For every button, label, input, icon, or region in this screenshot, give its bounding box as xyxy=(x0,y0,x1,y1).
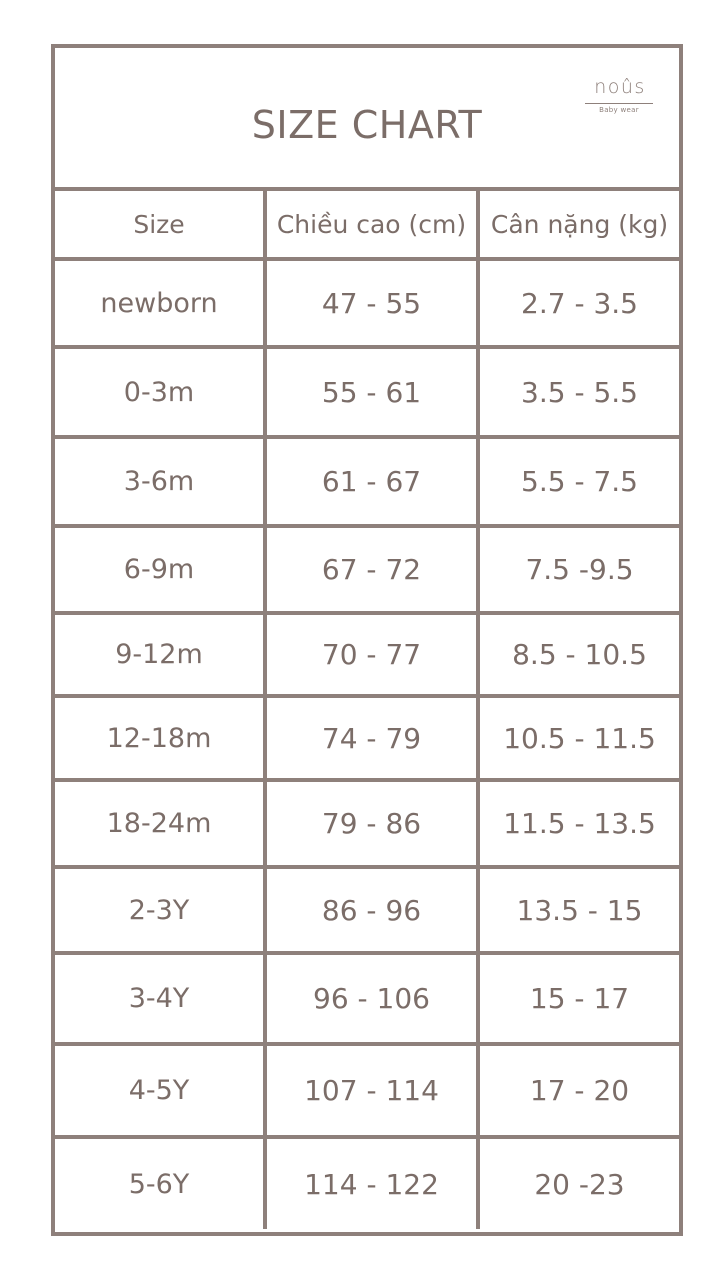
cell-weight: 15 - 17 xyxy=(478,953,679,1044)
cell-size: 9-12m xyxy=(55,613,265,696)
cell-height: 74 - 79 xyxy=(265,696,478,780)
cell-height: 67 - 72 xyxy=(265,526,478,613)
cell-weight: 3.5 - 5.5 xyxy=(478,347,679,437)
table-row xyxy=(55,780,679,867)
table-row xyxy=(55,347,679,437)
cell-height: 114 - 122 xyxy=(265,1137,478,1229)
chart-title: SIZE CHART xyxy=(251,103,483,147)
cell-weight: 11.5 - 13.5 xyxy=(478,780,679,867)
cell-size: 3-4Y xyxy=(55,953,265,1044)
title-box xyxy=(55,48,679,191)
table-row xyxy=(55,1137,679,1229)
table-row xyxy=(55,1044,679,1137)
header-height: Chiều cao (cm) xyxy=(265,191,478,259)
logo-divider xyxy=(585,103,653,104)
cell-size: 4-5Y xyxy=(55,1044,265,1137)
table-row xyxy=(55,867,679,953)
size-table xyxy=(55,191,679,1229)
cell-size: 18-24m xyxy=(55,780,265,867)
cell-weight: 7.5 -9.5 xyxy=(478,526,679,613)
brand-logo xyxy=(585,76,655,118)
table-row xyxy=(55,259,679,347)
header-weight: Cân nặng (kg) xyxy=(478,191,679,259)
table-row xyxy=(55,696,679,780)
table-row xyxy=(55,437,679,526)
table-row xyxy=(55,526,679,613)
cell-size: newborn xyxy=(55,259,265,347)
cell-weight: 20 -23 xyxy=(478,1137,679,1229)
brand-tagline: Baby wear xyxy=(599,106,639,114)
cell-size: 0-3m xyxy=(55,347,265,437)
header-size: Size xyxy=(55,191,265,259)
cell-weight: 5.5 - 7.5 xyxy=(478,437,679,526)
header-row xyxy=(55,191,679,259)
cell-size: 6-9m xyxy=(55,526,265,613)
cell-size: 5-6Y xyxy=(55,1137,265,1229)
table-row xyxy=(55,613,679,696)
table-row xyxy=(55,953,679,1044)
cell-height: 86 - 96 xyxy=(265,867,478,953)
brand-name: noûs xyxy=(594,76,646,98)
cell-weight: 2.7 - 3.5 xyxy=(478,259,679,347)
cell-height: 96 - 106 xyxy=(265,953,478,1044)
cell-height: 107 - 114 xyxy=(265,1044,478,1137)
cell-weight: 17 - 20 xyxy=(478,1044,679,1137)
cell-height: 70 - 77 xyxy=(265,613,478,696)
cell-height: 61 - 67 xyxy=(265,437,478,526)
cell-weight: 13.5 - 15 xyxy=(478,867,679,953)
cell-height: 55 - 61 xyxy=(265,347,478,437)
cell-height: 47 - 55 xyxy=(265,259,478,347)
cell-weight: 8.5 - 10.5 xyxy=(478,613,679,696)
cell-size: 2-3Y xyxy=(55,867,265,953)
cell-weight: 10.5 - 11.5 xyxy=(478,696,679,780)
cell-size: 3-6m xyxy=(55,437,265,526)
cell-size: 12-18m xyxy=(55,696,265,780)
size-chart xyxy=(51,44,683,1236)
cell-height: 79 - 86 xyxy=(265,780,478,867)
